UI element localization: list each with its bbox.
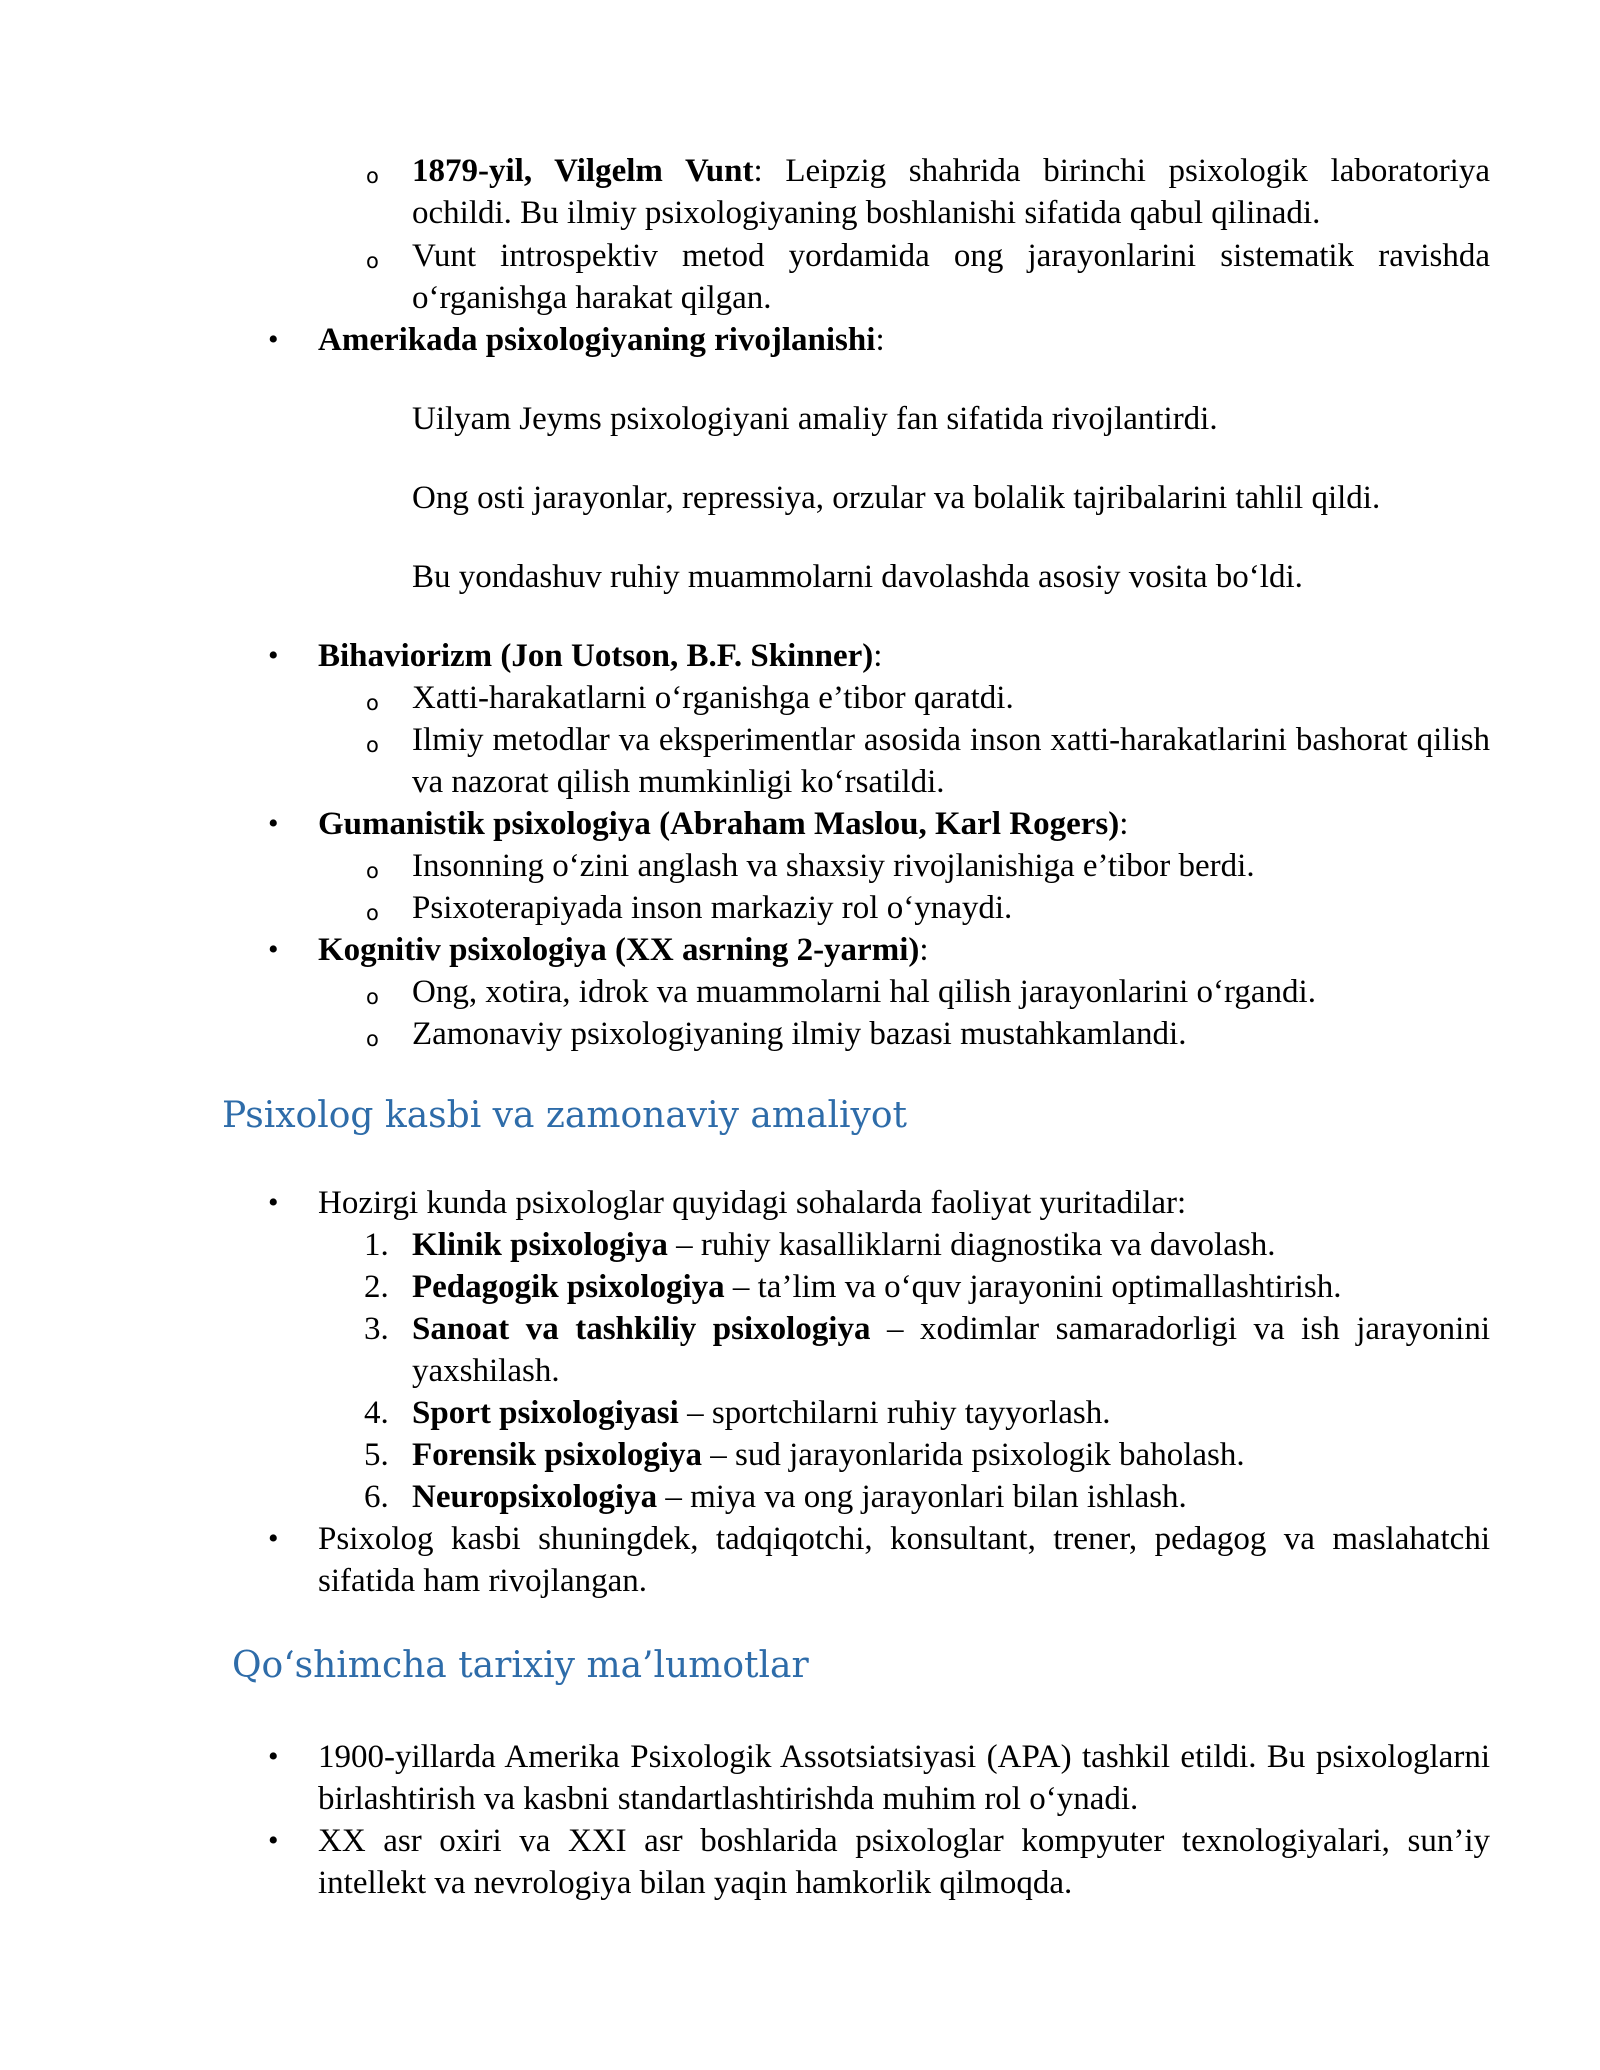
list-number: 6. <box>364 1479 389 1515</box>
list-item <box>318 1518 1490 1602</box>
list-item <box>318 1820 1490 1904</box>
list-item <box>412 677 1490 719</box>
list-item <box>412 887 1490 929</box>
item-text: XX asr oxiri va XXI asr boshlarida psixologlar kompyuter texnologiyalari, sun’iy intellekt va nevrologiya bilan yaqin hamkorlik qilmoqda. <box>318 1823 1490 1901</box>
item-bold: Amerikada psixologiyaning rivojlanishi <box>318 322 876 358</box>
list-number: 2. <box>364 1269 389 1305</box>
section-heading: Psixolog kasbi va zamonaviy amaliyot <box>222 1095 907 1136</box>
item-text: – miya va ong jarayonlari bilan ishlash. <box>657 1479 1187 1515</box>
item-text: Xatti-harakatlarni o‘rganishga e’tibor qaratdi. <box>412 680 1014 716</box>
item-text: Psixoterapiyada inson markaziy rol o‘ynaydi. <box>412 890 1013 926</box>
item-text: Ilmiy metodlar va eksperimentlar asosida inson xatti-harakatlarini bashorat qilish va nazorat qilish mumkinligi ko‘rsatildi. <box>412 722 1490 800</box>
item-text: Vunt introspektiv metod yordamida ong jarayonlarini sistematik ravishda o‘rganishga harakat qilgan. <box>412 238 1490 316</box>
item-text: Ong, xotira, idrok va muammolarni hal qilish jarayonlarini o‘rgandi. <box>412 974 1316 1010</box>
item-text: : <box>919 932 929 968</box>
item-text: – sportchilarni ruhiy tayyorlash. <box>678 1395 1111 1431</box>
sub-bullet-marker: o <box>366 733 379 757</box>
list-item <box>412 1013 1490 1055</box>
list-item <box>412 150 1490 234</box>
list-item <box>412 845 1490 887</box>
bullet-marker: • <box>268 1824 279 1857</box>
bullet-marker: • <box>268 807 279 840</box>
list-number: 5. <box>364 1437 389 1473</box>
item-bold: Bihaviorizm (Jon Uotson, B.F. Skinner) <box>318 638 874 674</box>
list-item <box>412 1308 1490 1392</box>
paragraph: Bu yondashuv ruhiy muammolarni davolashda asosiy vosita bo‘ldi. <box>412 559 1303 595</box>
sub-bullet-marker: o <box>366 164 379 188</box>
list-item <box>318 319 1490 361</box>
item-bold: Sport psixologiyasi <box>412 1395 679 1431</box>
bullet-marker: • <box>268 1186 279 1219</box>
list-item <box>412 719 1490 803</box>
sub-bullet-marker: o <box>366 1027 379 1051</box>
item-bold: Sanoat va tashkiliy psixologiya <box>412 1311 871 1347</box>
item-text: 1900-yillarda Amerika Psixologik Assotsiatsiyasi (APA) tashkil etildi. Bu psixologlarni birlashtirish va kasbni standartlashtirishda muhim rol o‘ynadi. <box>318 1739 1490 1817</box>
item-bold: Forensik psixologiya <box>412 1437 703 1473</box>
list-item <box>412 1476 1490 1518</box>
item-text: Hozirgi kunda psixologlar quyidagi sohalarda faoliyat yuritadilar: <box>318 1185 1187 1221</box>
item-bold: Kognitiv psixologiya (XX asrning 2-yarmi) <box>318 932 920 968</box>
list-item <box>412 1392 1490 1434</box>
list-item <box>318 929 1490 971</box>
item-text: : <box>1119 806 1129 842</box>
item-text: – ruhiy kasalliklarni diagnostika va davolash. <box>667 1227 1276 1263</box>
item-text: : Leipzig shahrida birinchi psixologik laboratoriya ochildi. Bu ilmiy psixologiyaning boshlanishi sifatida qabul qilinadi. <box>412 153 1490 231</box>
sub-bullet-marker: o <box>366 691 379 715</box>
bullet-marker: • <box>268 933 279 966</box>
list-item <box>318 803 1490 845</box>
list-number: 1. <box>364 1227 389 1263</box>
list-item <box>412 235 1490 319</box>
sub-bullet-marker: o <box>366 249 379 273</box>
sub-bullet-marker: o <box>366 859 379 883</box>
item-text: Zamonaviy psixologiyaning ilmiy bazasi mustahkamlandi. <box>412 1016 1187 1052</box>
item-bold: Pedagogik psixologiya <box>412 1269 725 1305</box>
sub-bullet-marker: o <box>366 985 379 1009</box>
paragraph: Uilyam Jeyms psixologiyani amaliy fan sifatida rivojlantirdi. <box>412 401 1218 437</box>
item-bold: Gumanistik psixologiya (Abraham Maslou, Karl Rogers) <box>318 806 1120 842</box>
item-text: – ta’lim va o‘quv jarayonini optimallashtirish. <box>724 1269 1342 1305</box>
item-text: – sud jarayonlarida psixologik baholash. <box>702 1437 1245 1473</box>
item-text: – xodimlar samaradorligi va ish jarayonini yaxshilash. <box>412 1311 1490 1389</box>
list-item <box>412 971 1490 1013</box>
list-item <box>412 1434 1490 1476</box>
item-text: Psixolog kasbi shuningdek, tadqiqotchi, konsultant, trener, pedagog va maslahatchi sifatida ham rivojlangan. <box>318 1521 1490 1599</box>
sub-bullet-marker: o <box>366 901 379 925</box>
list-number: 3. <box>364 1311 389 1347</box>
item-text: : <box>875 322 885 358</box>
item-bold: Neuropsixologiya <box>412 1479 658 1515</box>
bullet-marker: • <box>268 1740 279 1773</box>
list-item <box>412 1224 1490 1266</box>
list-item <box>318 1182 1490 1224</box>
list-item <box>318 635 1490 677</box>
item-text: Insonning o‘zini anglash va shaxsiy rivojlanishiga e’tibor berdi. <box>412 848 1255 884</box>
item-bold: Klinik psixologiya <box>412 1227 668 1263</box>
list-item <box>412 1266 1490 1308</box>
section-heading: Qo‘shimcha tarixiy ma’lumotlar <box>232 1645 809 1686</box>
list-number: 4. <box>364 1395 389 1431</box>
list-item <box>318 1736 1490 1820</box>
bullet-marker: • <box>268 323 279 356</box>
item-bold: 1879-yil, Vilgelm Vunt <box>412 153 754 189</box>
bullet-marker: • <box>268 1522 279 1555</box>
bullet-marker: • <box>268 639 279 672</box>
item-text: : <box>873 638 883 674</box>
paragraph: Ong osti jarayonlar, repressiya, orzular va bolalik tajribalarini tahlil qildi. <box>412 480 1381 516</box>
